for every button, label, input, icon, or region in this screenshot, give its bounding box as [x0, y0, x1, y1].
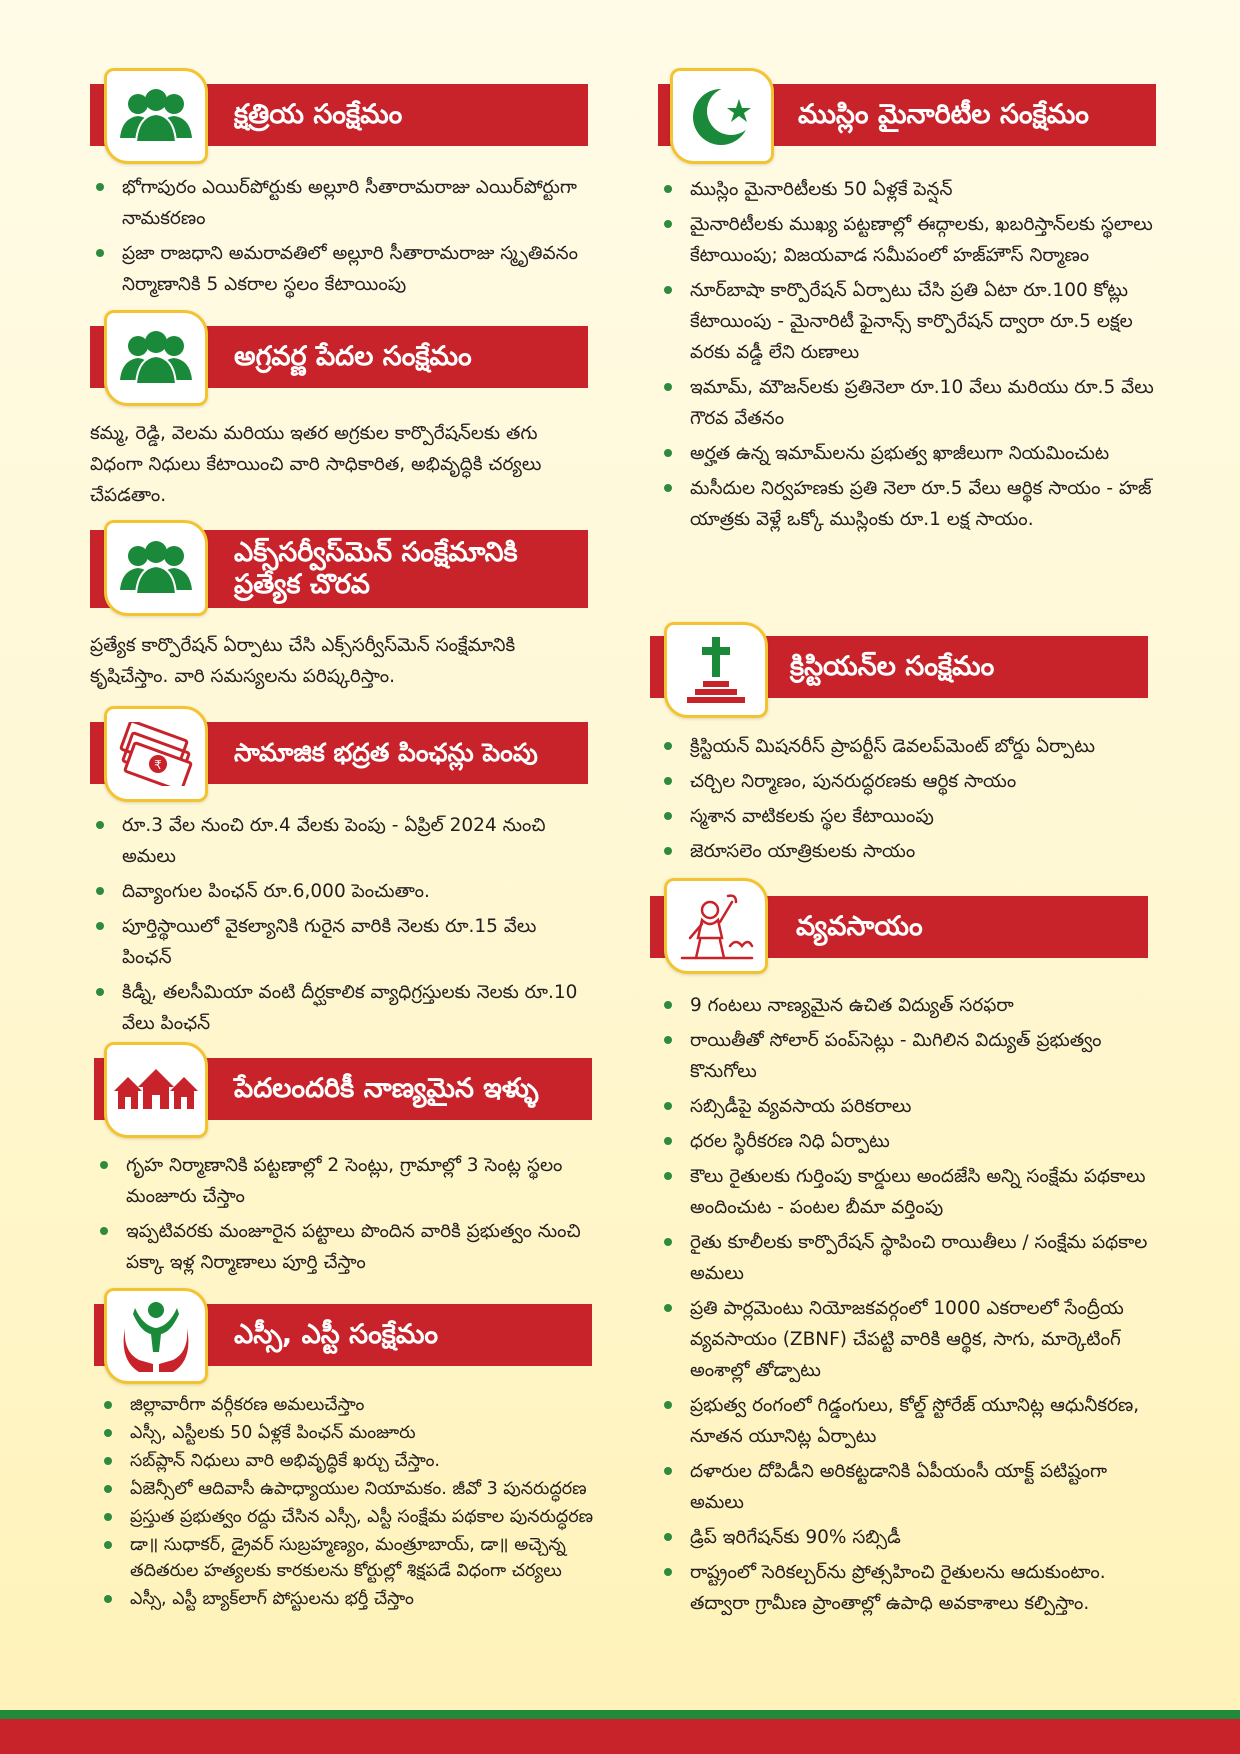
- list-item: ముస్లిం మైనారిటీలకు 50 ఏళ్లకే పెన్షన్: [656, 174, 1156, 205]
- list-item: దివ్యాంగుల పింఛన్ రూ.6,000 పెంచుతాం.: [88, 876, 588, 907]
- exservicemen-text: ప్రత్యేక కార్పొరేషన్ ఏర్పాటు చేసి ఎక్స్‌సర్వీస్‌మెన్ సంక్షేమానికి కృషిచేస్తాం. వారి సమస్యలను పరిష్కరిస్తాం.: [90, 635, 516, 687]
- list-item: ఇమామ్, మౌజన్‌లకు ప్రతినెలా రూ.10 వేలు మరియు రూ.5 వేలు గౌరవ వేతనం: [656, 372, 1156, 434]
- rupee-notes-icon: [104, 706, 208, 802]
- section-title: క్షత్రియ సంక్షేమం: [234, 99, 403, 131]
- people-group-icon: [104, 310, 208, 406]
- list-item: డా॥ సుధాకర్, డ్రైవర్ సుబ్రహ్మణ్యం, మంత్రూబాయ్, డా॥ అచ్చెన్న తదితరుల హత్యలకు కారకులను కోర్టుల్లో శిక్షపడే విధంగా చర్యలు: [96, 1532, 596, 1584]
- section-title: సామాజిక భద్రత పింఛన్లు పెంపు: [234, 738, 538, 768]
- list-item: పూర్తిస్థాయిలో వైకల్యానికి గురైన వారికి నెలకు రూ.15 వేలు పింఛన్: [88, 911, 588, 973]
- list-item: సబ్‌ప్లాన్ నిధులు వారి అభివృద్ధికే ఖర్చు చేస్తాం.: [96, 1448, 596, 1474]
- section-title: క్రిస్టియన్‌ల సంక్షేమం: [790, 651, 995, 683]
- list-item: ప్రజా రాజధాని అమరావతిలో అల్లూరి సీతారామరాజు స్మృతివనం నిర్మాణానికి 5 ఎకరాల స్థలం కేటాయింపు: [88, 238, 588, 300]
- list-item: అర్హత ఉన్న ఇమామ్‌లను ప్రభుత్వ ఖాజీలుగా నియమించుట: [656, 438, 1156, 469]
- list-item: ధరల స్థిరీకరణ నిధి ఏర్పాటు: [656, 1126, 1156, 1157]
- section-title: పేదలందరికీ నాణ్యమైన ఇళ్ళు: [234, 1073, 539, 1105]
- housing-list: [92, 1150, 592, 1282]
- farmer-icon: [664, 878, 768, 974]
- hands-person-icon: [104, 1288, 208, 1384]
- list-item: మైనారిటీలకు ముఖ్య పట్టణాల్లో ఈద్గాలకు, ఖబరిస్తాన్‌లకు స్థలాలు కేటాయింపు; విజయవాడ సమీపంలో హజ్‌హౌస్ నిర్మాణం: [656, 209, 1156, 271]
- list-item: కిడ్నీ, తలసీమియా వంటి దీర్ఘకాలిక వ్యాధిగ్రస్తులకు నెలకు రూ.10 వేలు పింఛన్: [88, 977, 588, 1039]
- list-item: ఇప్పటివరకు మంజూరైన పట్టాలు పొందిన వారికి ప్రభుత్వం నుంచి పక్కా ఇళ్ల నిర్మాణాలు పూర్తి చేస్తాం: [92, 1216, 592, 1278]
- list-item: రైతు కూలీలకు కార్పొరేషన్ స్థాపించి రాయితీలు / సంక్షేమ పథకాల అమలు: [656, 1227, 1156, 1289]
- list-item: డ్రిప్ ఇరిగేషన్‌కు 90% సబ్సిడీ: [656, 1522, 1156, 1553]
- list-item: సబ్సిడీపై వ్యవసాయ పరికరాలు: [656, 1091, 1156, 1122]
- list-item: స్మశాన వాటికలకు స్థల కేటాయింపు: [656, 801, 1156, 832]
- section-title: వ్యవసాయం: [796, 911, 923, 943]
- list-item: ఎస్సీ, ఎస్టీ బ్యాక్‌లాగ్ పోస్టులను భర్తీ చేస్తాం: [96, 1586, 596, 1612]
- muslim-list: [656, 174, 1156, 539]
- list-item: 9 గంటలు నాణ్యమైన ఉచిత విద్యుత్ సరఫరా: [656, 990, 1156, 1021]
- list-item: భోగాపురం ఎయిర్‌పోర్టుకు అల్లూరి సీతారామరాజు ఎయిర్‌పోర్టుగా నామకరణం: [88, 172, 588, 234]
- cross-icon: [664, 622, 768, 718]
- section-title: అగ్రవర్ణ పేదల సంక్షేమం: [234, 341, 472, 373]
- scst-list: [96, 1392, 596, 1614]
- list-item: కౌలు రైతులకు గుర్తింపు కార్డులు అందజేసి అన్ని సంక్షేమ పథకాలు అందించుట - పంటల బీమా వర్తింపు: [656, 1161, 1156, 1223]
- list-item: జిల్లావారీగా వర్గీకరణ అమలుచేస్తాం: [96, 1392, 596, 1418]
- list-item: దళారుల దోపిడీని అరికట్టడానికి ఏపీయంసీ యాక్ట్ పటిష్టంగా అమలు: [656, 1456, 1156, 1518]
- list-item: మసీదుల నిర్వహణకు ప్రతి నెలా రూ.5 వేలు ఆర్థిక సాయం - హజ్ యాత్రకు వెళ్లే ఒక్కో ముస్లింకు రూ.1 లక్ష సాయం.: [656, 473, 1156, 535]
- list-item: జెరూసలెం యాత్రికులకు సాయం: [656, 836, 1156, 867]
- agravarna-text: కమ్మ, రెడ్డి, వెలమ మరియు ఇతర అగ్రకుల కార్పొరేషన్‌లకు తగు విధంగా నిధులు కేటాయించి వారి సాధికారిత, అభివృద్ధికి చర్యలు చేపడతాం.: [90, 423, 542, 506]
- pension-list: [88, 810, 588, 1043]
- list-item: నూర్‌బాషా కార్పొరేషన్ ఏర్పాటు చేసి ప్రతి ఏటా రూ.100 కోట్లు కేటాయింపు - మైనారిటీ ఫైనాన్స్ కార్పొరేషన్ ద్వారా రూ.5 లక్షల వరకు వడ్డీ లేని రుణాలు: [656, 275, 1156, 368]
- list-item: ప్రభుత్వ రంగంలో గిడ్డంగులు, కోల్డ్ స్టోరేజ్ యూనిట్ల ఆధునీకరణ, నూతన యూనిట్ల ఏర్పాటు: [656, 1390, 1156, 1452]
- agriculture-list: [656, 990, 1156, 1623]
- list-item: ఎస్సీ, ఎస్టీలకు 50 ఏళ్లకే పింఛన్ మంజూరు: [96, 1420, 596, 1446]
- people-group-icon: [104, 68, 208, 164]
- crescent-star-icon: [670, 68, 774, 164]
- list-item: ప్రస్తుత ప్రభుత్వం రద్దు చేసిన ఎస్సీ, ఎస్టీ సంక్షేమ పథకాల పునరుద్ధరణ: [96, 1504, 596, 1530]
- list-item: రాయితీతో సోలార్ పంప్‌సెట్లు - మిగిలిన విద్యుత్ ప్రభుత్వం కొనుగోలు: [656, 1025, 1156, 1087]
- section-title: ముస్లిం మైనారిటీల సంక్షేమం: [798, 99, 1089, 131]
- list-item: రాష్ట్రంలో సెరికల్చర్‌ను ప్రోత్సహించి రైతులను ఆదుకుంటాం. తద్వారా గ్రామీణ ప్రాంతాల్లో ఉపాధి అవకాశాలు కల్పిస్తాం.: [656, 1557, 1156, 1619]
- footer-red-band: [0, 1719, 1240, 1754]
- houses-icon: [104, 1042, 208, 1138]
- christian-list: [656, 731, 1156, 871]
- footer-green-stripe: [0, 1710, 1240, 1719]
- section-title-line2: ప్రత్యేక చొరవ: [234, 569, 371, 600]
- list-item: ప్రతి పార్లమెంటు నియోజకవర్గంలో 1000 ఎకరాలలో సేంద్రీయ వ్యవసాయం (ZBNF) చేపట్టి వారికి ఆర్థిక, సాగు, మార్కెటింగ్ అంశాల్లో తోడ్పాటు: [656, 1293, 1156, 1386]
- section-title-line1: ఎక్స్‌సర్వీస్‌మెన్ సంక్షేమానికి: [234, 537, 518, 569]
- list-item: గృహ నిర్మాణానికి పట్టణాల్లో 2 సెంట్లు, గ్రామాల్లో 3 సెంట్ల స్థలం మంజూరు చేస్తాం: [92, 1150, 592, 1212]
- section-title: ఎస్సీ, ఎస్టీ సంక్షేమం: [234, 1319, 439, 1351]
- list-item: ఏజెన్సీలో ఆదివాసీ ఉపాధ్యాయుల నియామకం. జీవో 3 పునరుద్ధరణ: [96, 1476, 596, 1502]
- list-item: చర్చిల నిర్మాణం, పునరుద్ధరణకు ఆర్థిక సాయం: [656, 766, 1156, 797]
- list-item: రూ.3 వేల నుంచి రూ.4 వేలకు పెంపు - ఏప్రిల్ 2024 నుంచి అమలు: [88, 810, 588, 872]
- people-group-icon: [104, 520, 208, 616]
- svg-text:₹: ₹: [154, 758, 162, 772]
- kshatriya-list: [88, 172, 588, 304]
- list-item: క్రిస్టియన్ మిషనరీస్ ప్రాపర్టీస్ డెవలప్‌మెంట్ బోర్డు ఏర్పాటు: [656, 731, 1156, 762]
